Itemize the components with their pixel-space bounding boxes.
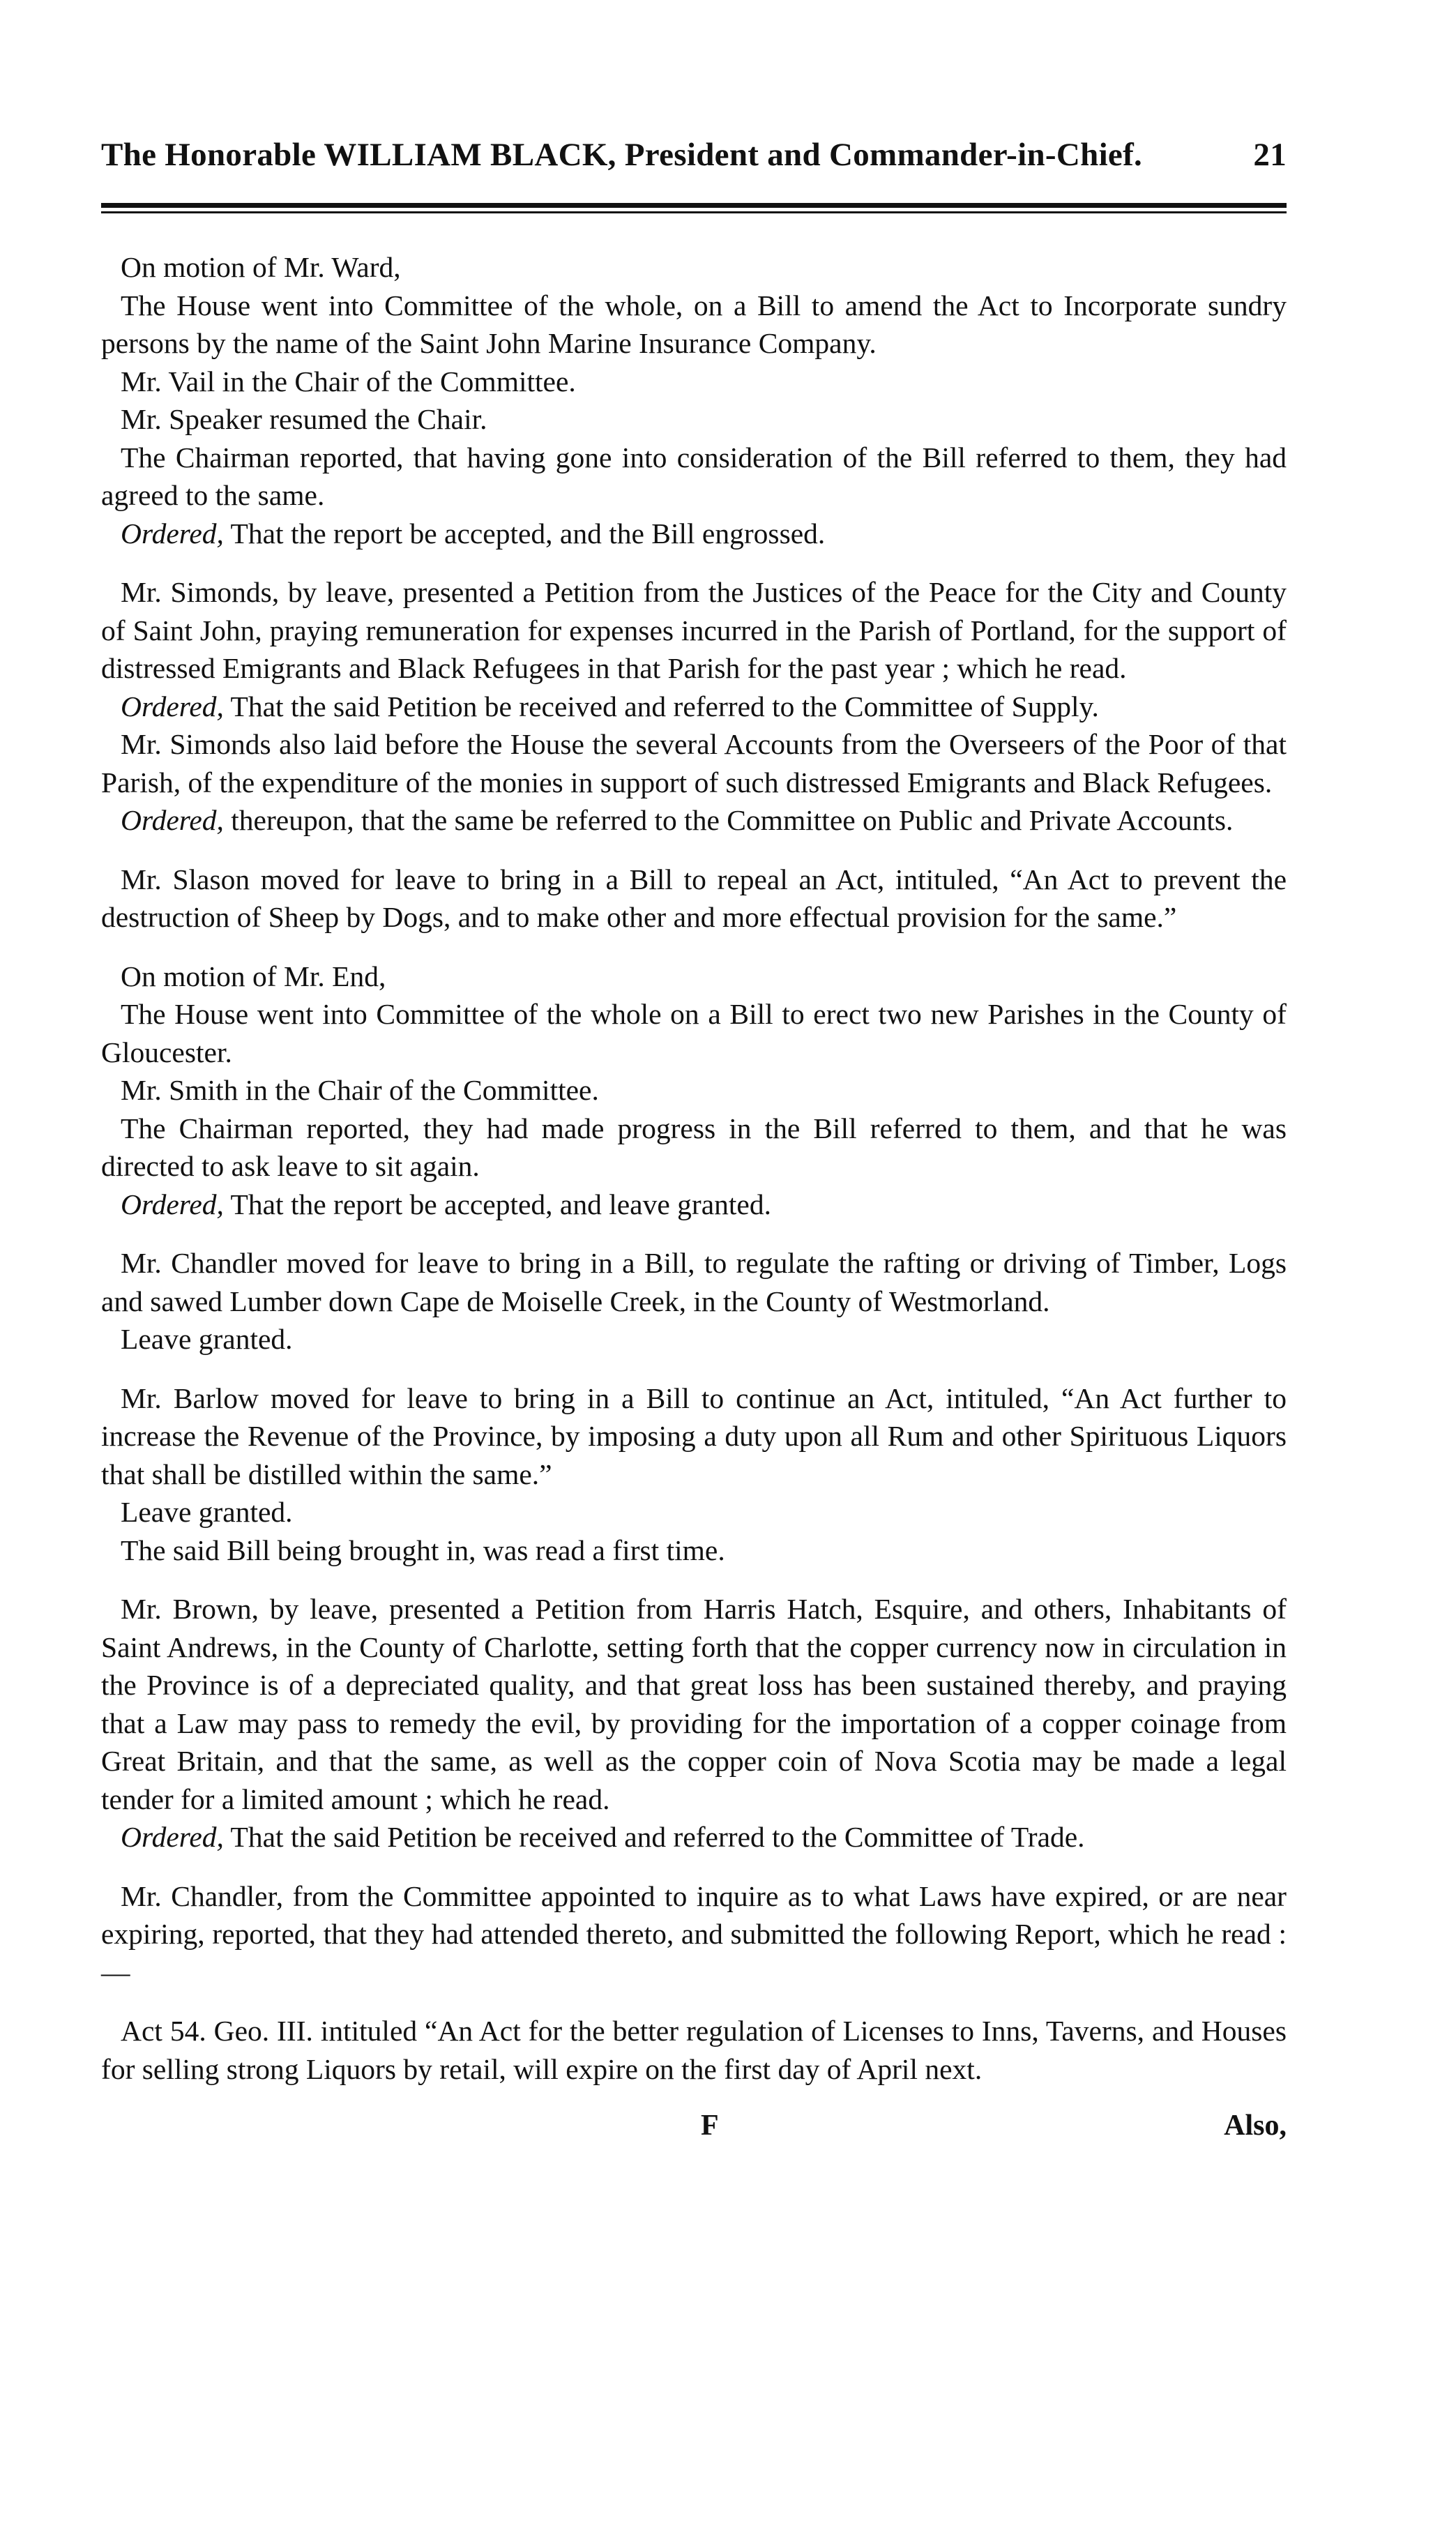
paragraph-text: Mr. Vail in the Chair of the Committee.: [121, 365, 576, 398]
journal-paragraph: [101, 1877, 1287, 1992]
paragraph-text: Act 54. Geo. III. intituled “An Act for the better regulation of Licenses to Inns, Taverns, and Houses for selling strong Liquors by retail, will expire on the first day of April next.: [101, 2015, 1287, 2085]
journal-paragraph: [101, 248, 1287, 287]
header-rule-thin: [101, 211, 1287, 213]
paragraph-text: The House went into Committee of the whole on a Bill to erect two new Parishes in the County of Gloucester.: [101, 998, 1287, 1068]
journal-paragraph: [101, 861, 1287, 937]
page-footer: [101, 2109, 1287, 2142]
ordered-lead: Ordered,: [121, 1188, 224, 1220]
entry-block: [101, 1877, 1287, 1992]
paragraph-text: Leave granted.: [121, 1323, 293, 1355]
entry-block: [101, 1244, 1287, 1358]
journal-paragraph: [101, 1186, 1287, 1224]
journal-paragraph: [101, 1818, 1287, 1856]
journal-paragraph: [101, 1590, 1287, 1818]
signature-mark: F: [701, 2110, 719, 2142]
running-title: The Honorable WILLIAM BLACK, President and Commander-in-Chief.: [101, 137, 1143, 173]
header-rule-thick: [101, 203, 1287, 208]
journal-paragraph: [101, 995, 1287, 1071]
paragraph-text: Mr. Simonds, by leave, presented a Petition from the Justices of the Peace for the City and County of Saint John, praying remuneration for expenses incurred in the Parish of Portland, for the support of distressed Emigrants and Black Refugees in that Parish for the past year ; which he read.: [101, 576, 1287, 684]
journal-paragraph: [101, 439, 1287, 515]
paragraph-text: Mr. Barlow moved for leave to bring in a Bill to continue an Act, intituled, “An Act further to increase the Revenue of the Province, by imposing a duty upon all Rum and other Spirituous Liquors that shall be distilled within the same.”: [101, 1382, 1287, 1490]
journal-paragraph: [101, 2012, 1287, 2088]
paragraph-text: The Chairman reported, they had made progress in the Bill referred to them, and that he was directed to ask leave to sit again.: [101, 1112, 1287, 1182]
entry-block: [101, 248, 1287, 552]
journal-body: [101, 248, 1287, 2088]
catchword: Also,: [1224, 2110, 1287, 2142]
ordered-lead: Ordered,: [121, 690, 224, 722]
entry-block: [101, 2012, 1287, 2088]
ordered-lead: Ordered,: [121, 804, 224, 836]
paragraph-text: Mr. Chandler, from the Committee appointed to inquire as to what Laws have expired, or are near expiring, reported, that they had attended thereto, and submitted the following Report, which he read :—: [101, 1879, 1287, 1988]
paragraph-text: Mr. Speaker resumed the Chair.: [121, 403, 487, 435]
ordered-lead: Ordered,: [121, 1821, 224, 1853]
journal-paragraph: [101, 725, 1287, 801]
paragraph-text: That the report be accepted, and the Bill engrossed.: [223, 517, 826, 550]
entry-block: [101, 1379, 1287, 1570]
journal-paragraph: [101, 958, 1287, 996]
paragraph-text: The said Bill being brought in, was read a first time.: [121, 1534, 725, 1566]
journal-paragraph: [101, 1379, 1287, 1494]
journal-paragraph: [101, 801, 1287, 840]
document-page: [101, 136, 1287, 2142]
entry-block: [101, 958, 1287, 1224]
paragraph-text: That the said Petition be received and referred to the Committee of Supply.: [223, 690, 1099, 722]
journal-paragraph: [101, 287, 1287, 363]
journal-paragraph: [101, 1493, 1287, 1531]
journal-paragraph: [101, 1110, 1287, 1186]
entry-block: [101, 1590, 1287, 1856]
running-header: [101, 136, 1287, 185]
paragraph-text: On motion of Mr. Ward,: [121, 251, 401, 283]
paragraph-text: Mr. Slason moved for leave to bring in a Bill to repeal an Act, intituled, “An Act to prevent the destruction of Sheep by Dogs, and to make other and more effectual provision for the same.”: [101, 863, 1287, 933]
paragraph-text: thereupon, that the same be referred to the Committee on Public and Private Accounts.: [223, 804, 1234, 836]
paragraph-text: That the report be accepted, and leave granted.: [223, 1188, 771, 1220]
journal-paragraph: [101, 1320, 1287, 1358]
paragraph-text: Mr. Smith in the Chair of the Committee.: [121, 1074, 599, 1106]
paragraph-text: Leave granted.: [121, 1496, 293, 1528]
paragraph-text: Mr. Simonds also laid before the House the several Accounts from the Overseers of the Poor of that Parish, of the expenditure of the monies in support of such distressed Emigrants and Black Refugees.: [101, 728, 1287, 798]
journal-paragraph: [101, 688, 1287, 726]
journal-paragraph: [101, 573, 1287, 688]
entry-block: [101, 573, 1287, 840]
journal-paragraph: [101, 1244, 1287, 1320]
ordered-lead: Ordered,: [121, 517, 224, 550]
paragraph-text: On motion of Mr. End,: [121, 960, 386, 992]
entry-block: [101, 861, 1287, 937]
journal-paragraph: [101, 1531, 1287, 1570]
paragraph-text: That the said Petition be received and referred to the Committee of Trade.: [223, 1821, 1085, 1853]
paragraph-text: The Chairman reported, that having gone into consideration of the Bill referred to them, they had agreed to the same.: [101, 441, 1287, 511]
page-number: 21: [1253, 137, 1287, 173]
paragraph-text: The House went into Committee of the whole, on a Bill to amend the Act to Incorporate sundry persons by the name of the Saint John Marine Insurance Company.: [101, 289, 1287, 359]
paragraph-text: Mr. Brown, by leave, presented a Petition from Harris Hatch, Esquire, and others, Inhabitants of Saint Andrews, in the County of Charlotte, setting forth that the copper currency now in circulation in the Province is of a depreciated quality, and that great loss has been sustained thereby, and praying that a Law may pass to remedy the evil, by providing for the importation of a copper coinage from Great Britain, and that the same, as well as the copper coin of Nova Scotia may be made a legal tender for a limited amount ; which he read.: [101, 1593, 1287, 1815]
journal-paragraph: [101, 363, 1287, 401]
journal-paragraph: [101, 515, 1287, 553]
journal-paragraph: [101, 1071, 1287, 1110]
journal-paragraph: [101, 400, 1287, 439]
paragraph-text: Mr. Chandler moved for leave to bring in a Bill, to regulate the rafting or driving of Timber, Logs and sawed Lumber down Cape de Moiselle Creek, in the County of Westmorland.: [101, 1247, 1287, 1317]
